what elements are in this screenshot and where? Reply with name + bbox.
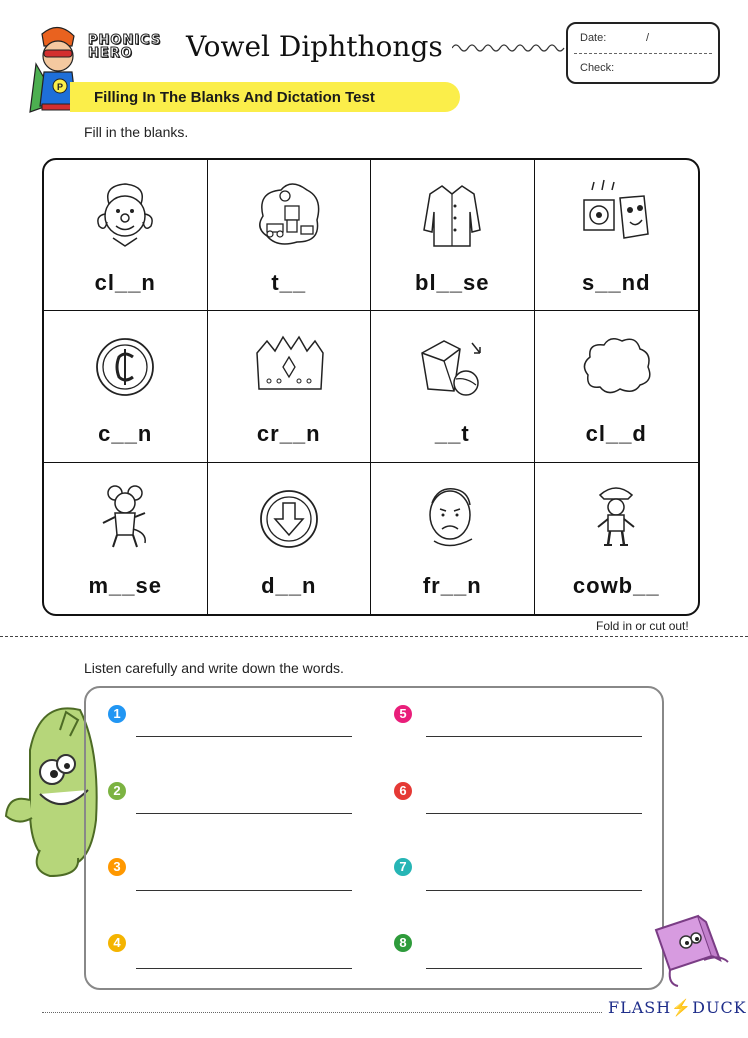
answer-line-5[interactable] — [426, 736, 642, 737]
brand-logo — [88, 34, 161, 60]
eraser-mascot-icon — [640, 910, 732, 994]
coin-icon — [87, 327, 163, 403]
cloud-icon — [578, 327, 654, 403]
fill-blanks-instruction: Fill in the blanks. — [84, 124, 189, 140]
blank-word: cl__d — [585, 421, 647, 447]
frown-icon — [414, 479, 490, 555]
number-badge-4 — [108, 934, 126, 952]
blank-word: c__n — [98, 421, 153, 447]
number-badge-8 — [394, 934, 412, 952]
grid-cell — [535, 160, 699, 311]
blank-word: d__n — [261, 572, 317, 598]
squiggle-decoration-icon — [452, 38, 568, 58]
clown-icon — [87, 176, 163, 252]
cut-line — [0, 636, 748, 637]
grid-cell — [44, 311, 208, 462]
answer-line-6[interactable] — [426, 813, 642, 814]
answer-line-1[interactable] — [136, 736, 352, 737]
grid-cell — [371, 311, 535, 462]
number-label: 6 — [399, 783, 407, 798]
number-badge-7 — [394, 858, 412, 876]
number-label: 4 — [113, 935, 121, 950]
footer-dotted-line — [42, 1012, 602, 1013]
blank-word: s__nd — [581, 270, 651, 295]
cowboy-icon — [578, 479, 654, 555]
flashduck-logo — [608, 998, 747, 1017]
blank-word: __t — [434, 421, 470, 447]
down-icon — [251, 479, 327, 555]
number-label: 7 — [399, 859, 407, 874]
crown-icon — [251, 327, 327, 403]
answer-line-3[interactable] — [136, 890, 352, 891]
blank-word: fr__n — [422, 572, 482, 598]
blank-word: cr__n — [256, 421, 321, 447]
answer-line-4[interactable] — [136, 968, 352, 969]
number-badge-1 — [108, 705, 126, 723]
number-badge-2 — [108, 782, 126, 800]
grid-cell — [535, 311, 699, 462]
date-slash: / — [646, 32, 650, 44]
svg-text:P: P — [57, 82, 64, 92]
number-label: 5 — [399, 706, 407, 721]
answer-line-7[interactable] — [426, 890, 642, 891]
toys-icon — [251, 176, 327, 252]
dictation-box — [84, 686, 664, 990]
number-label: 8 — [399, 935, 407, 950]
brand-line-1: PHONICS — [88, 33, 162, 48]
blank-word: bl__se — [415, 270, 490, 295]
date-label: Date: — [580, 32, 607, 44]
subtitle: Filling In The Blanks And Dictation Test — [94, 89, 375, 106]
grid-cell — [208, 160, 372, 311]
blank-word: t__ — [271, 270, 307, 295]
number-badge-3 — [108, 858, 126, 876]
number-label: 3 — [113, 859, 121, 874]
grid-cell — [208, 311, 372, 462]
blank-word: cowb__ — [572, 572, 660, 598]
check-label: Check: — [580, 62, 615, 74]
logo-right-text: DUCK — [692, 998, 747, 1017]
lightning-icon: ⚡ — [671, 998, 693, 1017]
number-label: 2 — [113, 783, 121, 798]
answer-line-2[interactable] — [136, 813, 352, 814]
number-badge-5 — [394, 705, 412, 723]
date-divider — [574, 53, 712, 54]
number-badge-6 — [394, 782, 412, 800]
page-title: Vowel Diphthongs — [186, 30, 443, 63]
brand-line-2: HERO — [88, 46, 133, 61]
grid-cell — [371, 463, 535, 614]
dictation-instruction: Listen carefully and write down the words. — [84, 660, 344, 676]
grid-cell — [371, 160, 535, 311]
grid-cell — [208, 463, 372, 614]
answer-line-8[interactable] — [426, 968, 642, 969]
blank-word: m__se — [88, 572, 162, 598]
mouse-icon — [87, 479, 163, 555]
logo-left-text: FLASH — [608, 998, 672, 1017]
fill-blanks-grid — [42, 158, 700, 616]
blank-word: cl__n — [94, 270, 156, 295]
number-label: 1 — [113, 706, 121, 721]
out-icon — [414, 327, 490, 403]
date-check-box — [566, 22, 720, 84]
sound-icon — [578, 176, 654, 252]
fold-note: Fold in or cut out! — [596, 619, 689, 633]
grid-cell — [44, 160, 208, 311]
grid-cell — [44, 463, 208, 614]
grid-cell — [535, 463, 699, 614]
blouse-icon — [414, 176, 490, 252]
